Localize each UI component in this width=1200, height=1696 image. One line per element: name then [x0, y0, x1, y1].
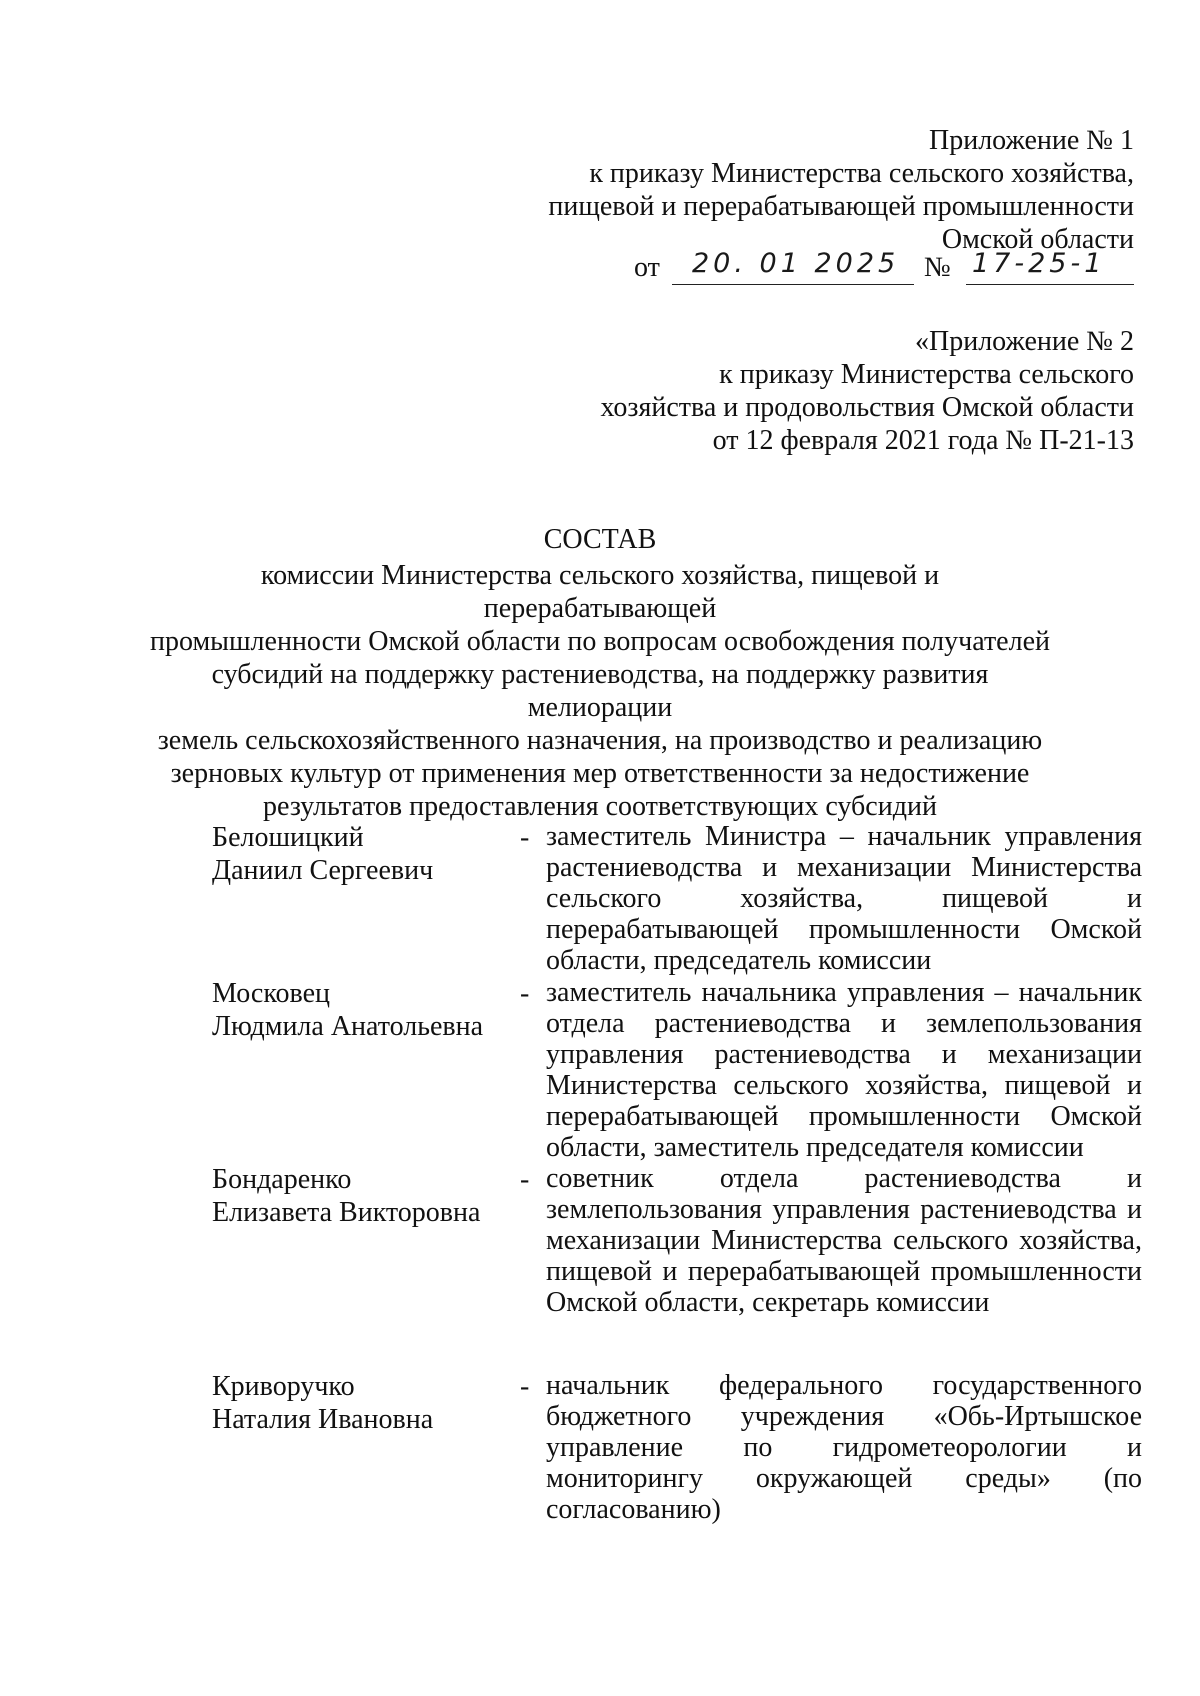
- title-line: зерновых культур от применения мер ответственности за недостижение: [170, 758, 1030, 789]
- member-entry: [0, 1163, 1200, 1370]
- appendix-2-line: к приказу Министерства сельского: [719, 359, 1134, 390]
- member-given-name: Людмила Анатольевна: [212, 1011, 484, 1042]
- member-given-name: Даниил Сергеевич: [212, 855, 434, 886]
- member-dash: -: [520, 822, 530, 853]
- member-name: [212, 1370, 433, 1436]
- order-reference-line: [634, 248, 1134, 288]
- member-dash: -: [520, 1371, 530, 1402]
- member-role: заместитель Министра – начальник управления растениеводства и механизации Министерства сельского хозяйства, пищевой и перерабатывающей промышленности Омской области, председатель комиссии: [546, 821, 1142, 976]
- member-entry: [0, 821, 1200, 977]
- member-surname: Белошицкий: [212, 822, 364, 853]
- order-date-field: [672, 248, 914, 285]
- title-heading: СОСТАВ: [543, 524, 657, 555]
- appendix-1-line: к приказу Министерства сельского хозяйства,: [589, 158, 1134, 189]
- member-surname: Криворучко: [212, 1371, 355, 1402]
- title-line: земель сельскохозяйственного назначения, на производство и реализацию: [157, 725, 1043, 756]
- member-role: заместитель начальника управления – начальник отдела растениеводства и землепользования управления растениеводства и механизации Министерства сельского хозяйства, пищевой и перерабатывающей промышленности Омской области, заместитель председателя комиссии: [546, 977, 1142, 1163]
- handwritten-number: 17-25-1: [972, 248, 1106, 279]
- commission-members-list: [0, 821, 1200, 1530]
- title-line: результатов предоставления соответствующих субсидий: [263, 791, 937, 822]
- date-prefix: от: [634, 252, 660, 283]
- appendix-1-line: пищевой и перерабатывающей промышленности: [548, 191, 1134, 222]
- member-role: начальник федерального государственного бюджетного учреждения «Обь-Иртышское управление по гидрометеорологии и мониторингу окружающей среды» (по согласованию): [546, 1370, 1142, 1525]
- member-name: [212, 977, 483, 1043]
- member-given-name: Елизавета Викторовна: [212, 1197, 481, 1228]
- handwritten-date: 20. 01 2025: [692, 248, 900, 279]
- member-given-name: Наталия Ивановна: [212, 1404, 434, 1435]
- title-line: промышленности Омской области по вопросам освобождения получателей: [150, 626, 1050, 657]
- member-name: [212, 821, 433, 887]
- document-title: [150, 523, 1050, 823]
- appendix-1-header: [548, 124, 1134, 256]
- appendix-1-line: Приложение № 1: [929, 125, 1134, 156]
- member-surname: Бондаренко: [212, 1164, 352, 1195]
- member-dash: -: [520, 1164, 530, 1195]
- order-number-field: [966, 248, 1134, 285]
- member-name: [212, 1163, 480, 1229]
- member-surname: Московец: [212, 978, 330, 1009]
- appendix-2-line: от 12 февраля 2021 года № П-21-13: [712, 425, 1134, 456]
- member-entry: [0, 1370, 1200, 1530]
- title-line: субсидий на поддержку растениеводства, на поддержку развития мелиорации: [211, 659, 989, 723]
- member-entry: [0, 977, 1200, 1163]
- number-prefix: №: [924, 252, 951, 283]
- appendix-2-line: «Приложение № 2: [915, 326, 1134, 357]
- member-role: советник отдела растениеводства и землепользования управления растениеводства и механизации Министерства сельского хозяйства, пищевой и перерабатывающей промышленности Омской области, секретарь комиссии: [546, 1163, 1142, 1318]
- title-line: комиссии Министерства сельского хозяйства, пищевой и перерабатывающей: [260, 560, 940, 624]
- member-dash: -: [520, 978, 530, 1009]
- appendix-1-line: Омской области: [941, 224, 1134, 255]
- appendix-2-header: [601, 325, 1135, 457]
- appendix-2-line: хозяйства и продовольствия Омской области: [600, 392, 1134, 423]
